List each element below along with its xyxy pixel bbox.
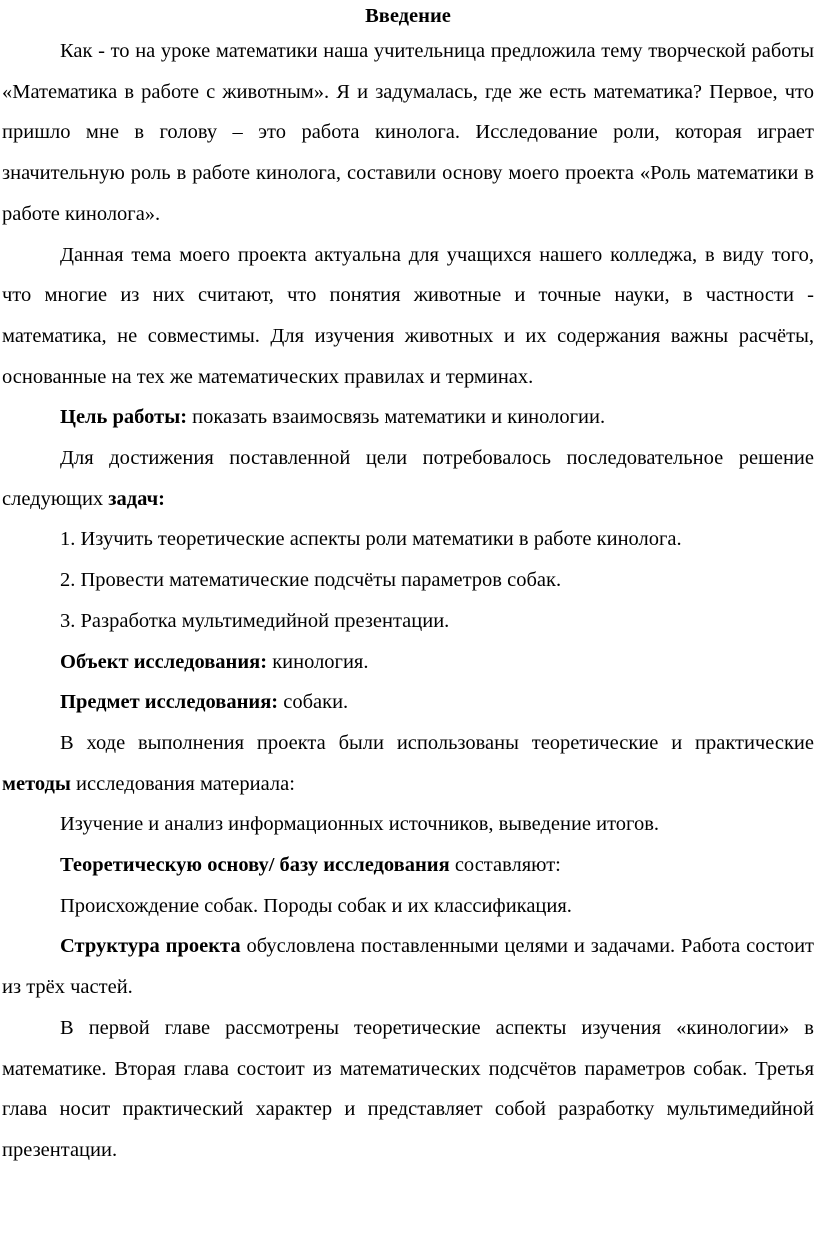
chapters-paragraph: В первой главе рассмотрены теоретические аспекты изучения «кинологии» в математике. Вторая глава состоит из математических подсчётов параметров собак. Третья глава носит практический характер и представляет собой разработку мультимедийной презентации. — [2, 1016, 814, 1161]
tasks-intro-paragraph — [2, 438, 814, 519]
goal-label: Цель работы: — [60, 406, 188, 429]
methods-paragraph — [2, 723, 814, 804]
object-paragraph — [2, 642, 814, 683]
intro-paragraph: Как - то на уроке математики наша учительница предложила тему творческой работы «Математика в работе с животным». Я и задумалась, где же есть математика? Первое, что пришло мне в голову – это работа кинолога. Исследование роли, которая играет значительную роль в работе кинолога, составили основу моего проекта «Роль математики в работе кинолога». — [2, 40, 814, 225]
subject-text: собаки. — [278, 691, 349, 714]
methods-text: исследования материала: — [70, 772, 295, 795]
basis-label: Теоретическую основу/ базу исследования — [60, 854, 450, 877]
goal-paragraph — [2, 397, 814, 438]
tasks-label: задач: — [108, 487, 165, 510]
methods-intro-text: В ходе выполнения проекта были использованы теоретические и практические — [60, 731, 814, 754]
task-item-3: 3. Разработка мультимедийной презентации. — [60, 609, 450, 632]
object-label: Объект исследования: — [60, 650, 268, 673]
basis-list-paragraph: Происхождение собак. Породы собак и их классификация. — [60, 894, 572, 917]
tasks-intro-text: Для достижения поставленной цели потребовалось последовательное решение следующих — [2, 447, 814, 510]
relevance-paragraph: Данная тема моего проекта актуальна для учащихся нашего колледжа, в виду того, что многие из них считают, что понятия животные и точные науки, в частности - математика, не совместимы. Для изучения животных и их содержания важны расчёты, основанные на тех же математических правилах и терминах. — [2, 243, 814, 388]
methods-label: методы — [2, 772, 71, 795]
subject-label: Предмет исследования: — [60, 691, 279, 714]
object-text: кинология. — [267, 650, 369, 673]
structure-text: обусловлена поставленными целями и задачами. Работа состоит из трёх частей. — [2, 935, 814, 999]
task-item-1: 1. Изучить теоретические аспекты роли математики в работе кинолога. — [60, 528, 682, 551]
task-item-2: 2. Провести математические подсчёты параметров собак. — [60, 569, 562, 592]
basis-text: составляют: — [449, 854, 561, 877]
page-title: Введение — [365, 5, 451, 27]
structure-paragraph — [2, 926, 814, 1007]
structure-label: Структура проекта — [60, 935, 241, 958]
methods-list-paragraph: Изучение и анализ информационных источников, выведение итогов. — [60, 813, 660, 836]
goal-text: показать взаимосвязь математики и кинологии. — [187, 406, 606, 429]
basis-paragraph — [2, 845, 814, 886]
subject-paragraph — [2, 682, 814, 723]
